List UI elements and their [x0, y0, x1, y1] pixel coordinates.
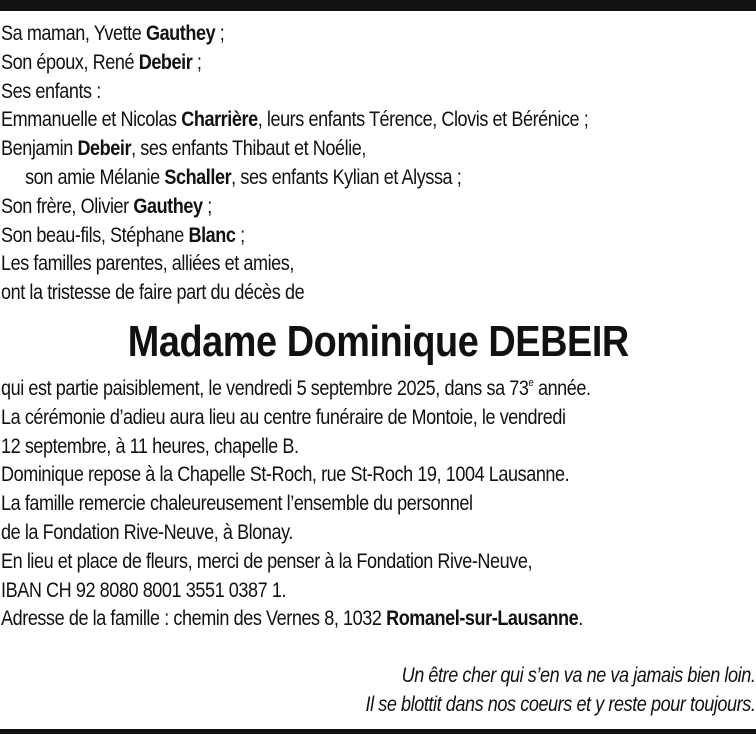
passing-line: qui est partie paisiblement, le vendredi 5 septembre 2025, dans sa 73e année. [1, 377, 591, 400]
family-line-melanie: son amie Mélanie Schaller, ses enfants Kylian et Alyssa ; [25, 165, 462, 189]
quote-line-2: Il se blottit dans nos coeurs et y reste pour toujours. [365, 692, 755, 716]
family-line-husband: Son époux, René Debeir ; [1, 50, 202, 74]
family-line-benjamin: Benjamin Debeir, ses enfants Thibaut et Noélie, [1, 137, 366, 161]
family-line-stepson: Son beau-fils, Stéphane Blanc ; [1, 223, 245, 247]
ceremony-line-1: La cérémonie d’adieu aura lieu au centre funéraire de Montoie, le vendredi [1, 405, 566, 429]
thanks-line-2: de la Fondation Rive-Neuve, à Blonay. [1, 520, 293, 544]
deceased-name: Madame Dominique DEBEIR [127, 317, 629, 366]
family-line-children-heading: Ses enfants : [1, 79, 101, 103]
family-list [1, 20, 649, 308]
repose-line: Dominique repose à la Chapelle St-Roch, rue St-Roch 19, 1004 Lausanne. [1, 463, 570, 487]
family-line-brother: Son frère, Olivier Gauthey ; [1, 194, 212, 218]
details-block [1, 375, 649, 634]
quote-line-1: Un être cher qui s’en va ne va jamais bien loin. [401, 664, 755, 687]
top-border-rule [0, 0, 756, 11]
thanks-line-1: La famille remercie chaleureusement l’ensemble du personnel [1, 492, 473, 516]
donation-iban-line: IBAN CH 92 8080 8001 3551 0387 1. [1, 578, 287, 602]
family-address-line: Adresse de la famille : chemin des Vernes 8, 1032 Romanel-sur-Lausanne. [1, 607, 583, 631]
family-line-announcement: ont la tristesse de faire part du décès de [1, 281, 305, 305]
family-line-emmanuelle: Emmanuelle et Nicolas Charrière, leurs enfants Térence, Clovis et Bérénice ; [1, 108, 589, 132]
ceremony-line-2: 12 septembre, à 11 heures, chapelle B. [1, 434, 299, 458]
family-line-relatives: Les familles parentes, alliées et amies, [1, 252, 294, 276]
donation-line-1: En lieu et place de fleurs, merci de penser à la Fondation Rive-Neuve, [1, 549, 533, 573]
family-line-mother: Sa maman, Yvette Gauthey ; [1, 22, 225, 45]
bottom-border-rule [0, 729, 756, 734]
closing-quote [0, 662, 755, 720]
